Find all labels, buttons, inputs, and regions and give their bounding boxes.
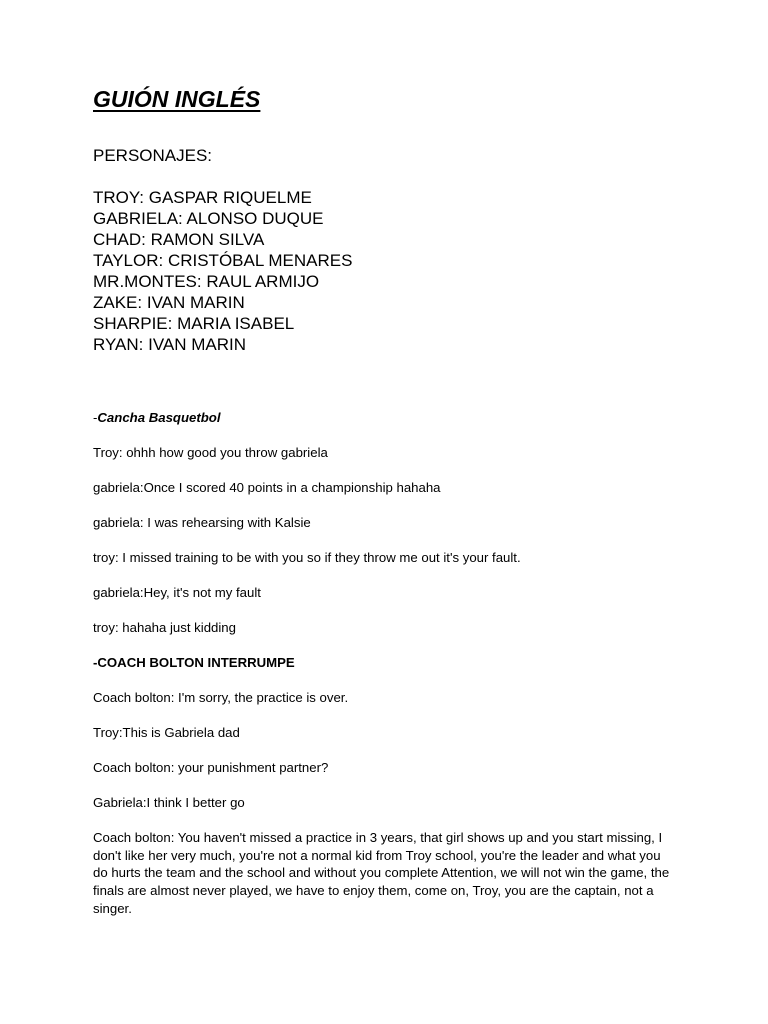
scene-title: Cancha Basquetbol [97,410,221,425]
dialogue-line: troy: hahaha just kidding [93,620,236,635]
dialogue-line: gabriela:Hey, it's not my fault [93,585,261,600]
scene-dash: - [93,410,98,425]
cast-item-chad: CHAD: RAMON SILVA [93,230,265,249]
cast-item-ryan: RYAN: IVAN MARIN [93,335,247,354]
cast-header: PERSONAJES: [93,146,213,165]
dialogue-paragraph: Coach bolton: You haven't missed a practice in 3 years, that girl shows up and you start missing, I don't like her very much, you're not a normal kid from Troy school, you're the leader and what you do hurts the team and the school and without you complete Attention, we will not win the game, the finals are almost never played, we have to enjoy them, come on, Troy, you are the captain, not a singer. [93,830,670,916]
stage-direction: -COACH BOLTON INTERRUMPE [93,655,295,670]
cast-item-gabriela: GABRIELA: ALONSO DUQUE [93,209,324,228]
dialogue-line: troy: I missed training to be with you so if they throw me out it's your fault. [93,550,521,565]
script-body [93,409,673,935]
dialogue-line: Coach bolton: your punishment partner? [93,760,329,775]
dialogue-line: gabriela:Once I scored 40 points in a championship hahaha [93,480,441,495]
dialogue-line: Troy:This is Gabriela dad [93,725,240,740]
cast-item-zake: ZAKE: IVAN MARIN [93,293,245,312]
cast-list [93,187,352,355]
dialogue-line: gabriela: I was rehearsing with Kalsie [93,515,311,530]
dialogue-line: Coach bolton: I'm sorry, the practice is over. [93,690,349,705]
dialogue-line: Gabriela:I think I better go [93,795,245,810]
cast-item-mr-montes: MR.MONTES: RAUL ARMIJO [93,272,320,291]
scene-heading [93,409,673,427]
cast-item-troy: TROY: GASPAR RIQUELME [93,188,312,207]
cast-item-taylor: TAYLOR: CRISTÓBAL MENARES [93,251,353,270]
document-title: GUIÓN INGLÉS [93,86,261,112]
dialogue-line: Troy: ohhh how good you throw gabriela [93,445,328,460]
cast-item-sharpie: SHARPIE: MARIA ISABEL [93,314,295,333]
